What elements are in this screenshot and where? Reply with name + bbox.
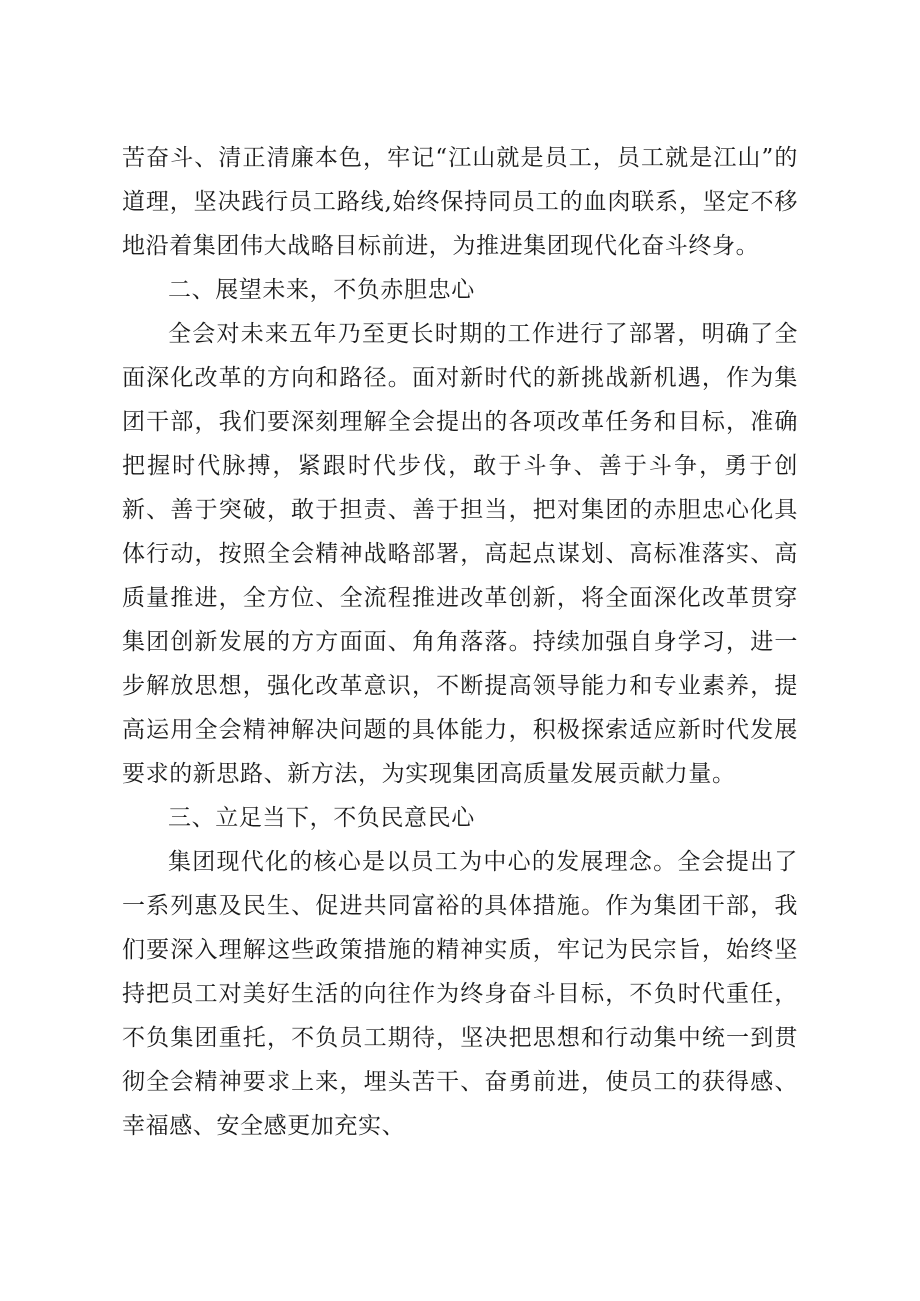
document-body [122, 136, 798, 1148]
section-heading-3: 三、立足当下，不负民意民心 [168, 805, 475, 831]
section-heading-2: 二、展望未来，不负赤胆忠心 [168, 277, 475, 303]
paragraph-continuation: 苦奋斗、清正清廉本色，牢记“江山就是员工，员工就是江山”的道理，坚决践行员工路线,始终保持同员工的血肉联系，坚定不移地沿着集团伟大战略目标前进，为推进集团现代化奋斗终身。 [122, 145, 798, 259]
paragraph-section-3: 集团现代化的核心是以员工为中心的发展理念。全会提出了一系列惠及民生、促进共同富裕的具体措施。作为集团干部，我们要深入理解这些政策措施的精神实质，牢记为民宗旨，始终坚持把员工对美好生活的向往作为终身奋斗目标，不负时代重任，不负集团重托，不负员工期待，坚决把思想和行动集中统一到贯彻全会精神要求上来，埋头苦干、奋勇前进，使员工的获得感、幸福感、安全感更加充实、 [122, 849, 798, 1139]
paragraph-section-2: 全会对未来五年乃至更长时期的工作进行了部署，明确了全面深化改革的方向和路径。面对新时代的新挑战新机遇，作为集团干部，我们要深刻理解全会提出的各项改革任务和目标，准确把握时代脉搏，紧跟时代步伐，敢于斗争、善于斗争，勇于创新、善于突破，敢于担责、善于担当，把对集团的赤胆忠心化具体行动，按照全会精神战略部署，高起点谋划、高标准落实、高质量推进，全方位、全流程推进改革创新，将全面深化改革贯穿集团创新发展的方方面面、角角落落。持续加强自身学习，进一步解放思想，强化改革意识，不断提高领导能力和专业素养，提高运用全会精神解决问题的具体能力，积极探索适应新时代发展要求的新思路、新方法，为实现集团高质量发展贡献力量。 [122, 321, 798, 787]
